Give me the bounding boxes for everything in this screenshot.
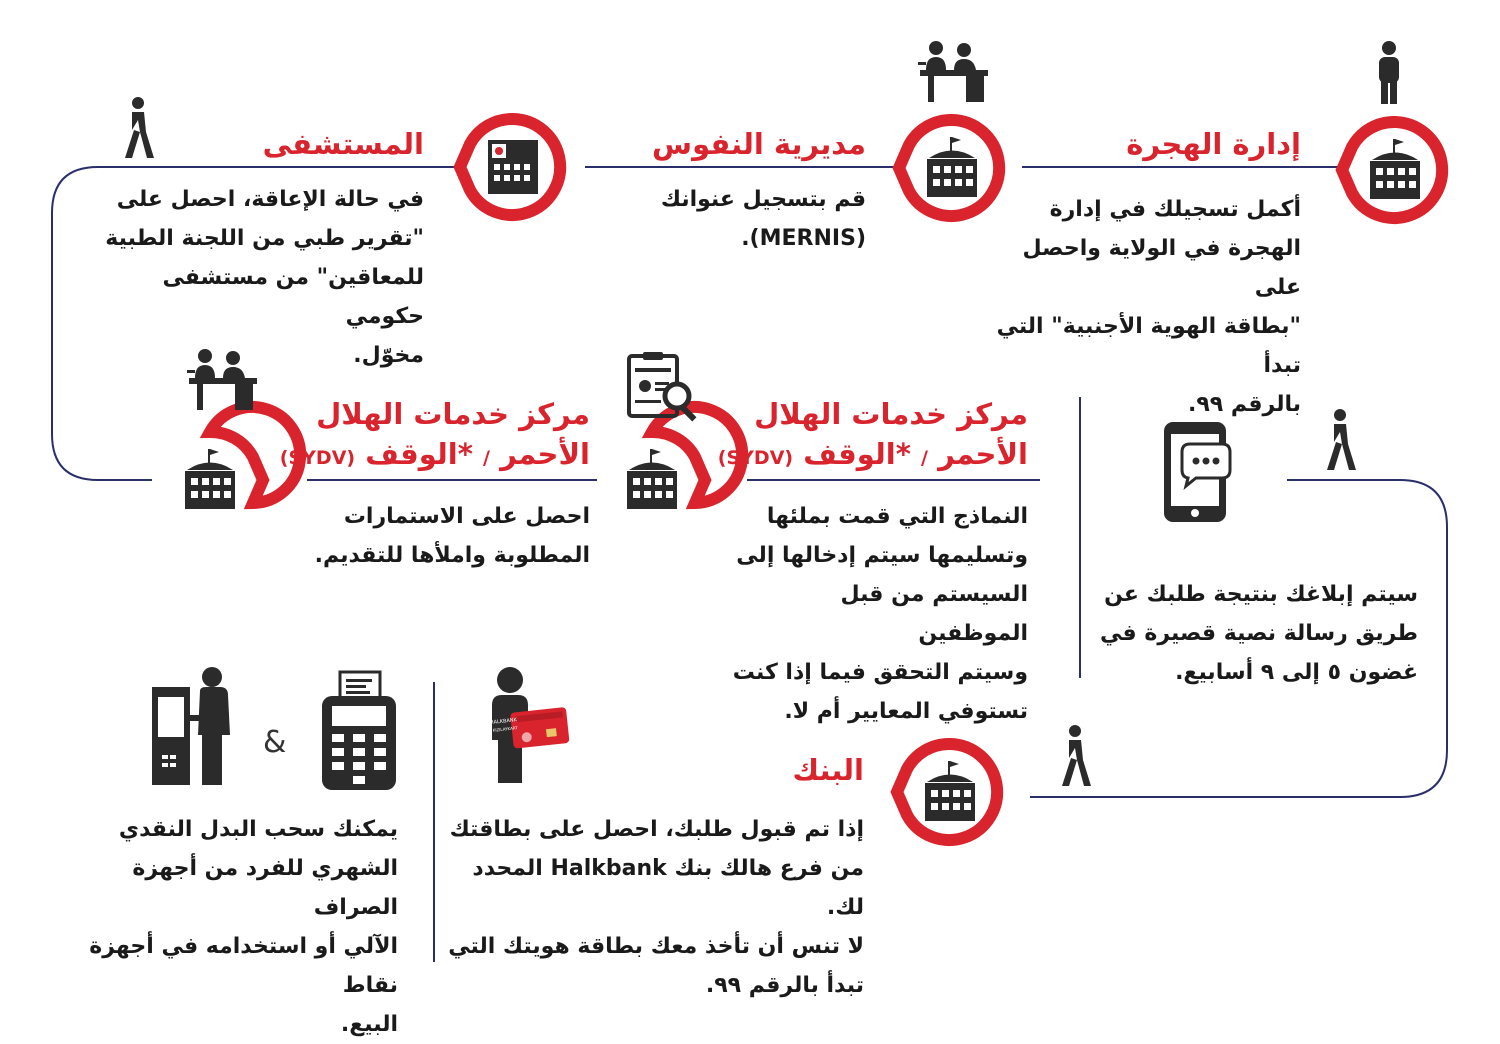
desc-line: مخوّل. — [353, 343, 424, 368]
redcrescent1-title-sep: / — [483, 447, 490, 469]
walking-person-icon — [1055, 724, 1093, 788]
desc-line: طريق رسالة نصية قصيرة في — [1100, 621, 1418, 646]
ampersand: & — [263, 725, 287, 760]
desc-line: للمعاقين" من مستشفى حكومي — [162, 265, 424, 329]
redcrescent1-title — [280, 394, 590, 478]
desc-line: إذا تم قبول طلبك، احصل على بطاقتك — [449, 817, 864, 842]
population-title: مديرية النفوس — [652, 127, 866, 161]
office-desk-icon — [187, 348, 259, 412]
desc-line: احصل على الاستمارات — [343, 504, 590, 529]
redcrescent2-title-waqf: *الوقف — [803, 437, 911, 471]
desc-line: وسيتم التحقق فيما إذا كنت — [732, 660, 1028, 685]
redcrescent2-title-ahmar: الأحمر — [938, 437, 1028, 471]
population-desc — [616, 180, 866, 258]
migration-desc — [971, 190, 1301, 424]
redcrescent2-title-sep: / — [921, 447, 928, 469]
office-desk-icon — [918, 40, 990, 104]
redcrescent2-circle — [597, 425, 707, 535]
redcrescent1-desc — [290, 497, 590, 575]
pos-terminal-icon — [318, 670, 400, 792]
desc-line: الشهري للفرد من أجهزة الصراف — [132, 856, 398, 920]
redcrescent1-title-line2 — [280, 434, 590, 478]
redcrescent1-circle — [155, 425, 265, 535]
hospital-icon — [488, 140, 538, 194]
desc-line: البيع. — [340, 1012, 398, 1037]
redcrescent2-desc — [728, 497, 1028, 731]
bank-desc — [444, 810, 864, 1005]
desc-line: "بطاقة الهوية الأجنبية" التي تبدأ — [996, 314, 1301, 378]
migration-circle — [1340, 115, 1450, 225]
desc-line: تستوفي المعايير أم لا. — [784, 699, 1028, 724]
atm-icon — [150, 665, 240, 787]
standing-person-icon — [1372, 40, 1406, 106]
desc-line: النماذج التي قمت بملئها — [766, 504, 1028, 529]
redcrescent2-title-line2 — [718, 434, 1028, 478]
redcrescent1-title-sydv: (SYDV) — [279, 447, 356, 469]
desc-line: السيستم من قبل الموظفين — [840, 582, 1028, 646]
redcrescent1-title-waqf: *الوقف — [365, 437, 473, 471]
redcrescent2-title-sydv: (SYDV) — [717, 447, 794, 469]
bank-title: البنك — [792, 753, 864, 787]
building-icon — [627, 449, 677, 509]
hospital-desc — [94, 180, 424, 375]
desc-line: "تقرير طبي من اللجنة الطبية — [105, 226, 424, 251]
hospital-circle — [458, 112, 568, 222]
desc-line: بالرقم ٩٩. — [1187, 392, 1301, 417]
desc-line: في حالة الإعاقة، احصل على — [116, 187, 424, 212]
redcrescent1-title-ahmar: الأحمر — [500, 437, 590, 471]
card-name: KIZILAYKART — [492, 725, 518, 733]
desc-line: تبدأ بالرقم ٩٩. — [705, 973, 864, 998]
desc-line: الآلي أو استخدامه في أجهزة نقاط — [89, 934, 398, 998]
desc-line: (MERNIS). — [741, 226, 866, 251]
desc-line: من فرع هالك بنك Halkbank المحدد لك. — [472, 856, 864, 920]
desc-line: وتسليمها سيتم إدخالها إلى — [736, 543, 1028, 568]
sms-desc — [1098, 575, 1418, 692]
smartphone-message-icon — [1160, 420, 1236, 526]
hospital-title: المستشفى — [262, 127, 424, 161]
card-bank-name: HALKBANK — [489, 717, 518, 727]
building-icon — [185, 449, 235, 509]
desc-line: الهجرة في الولاية واحصل على — [1022, 236, 1301, 300]
desc-line: يمكنك سحب البدل النقدي — [118, 817, 398, 842]
desc-line: المطلوبة واملأها للتقديم. — [314, 543, 590, 568]
walking-person-icon — [118, 96, 156, 160]
redcrescent2-title-line1: مركز خدمات الهلال — [754, 397, 1028, 431]
redcrescent1-title-line1: مركز خدمات الهلال — [316, 397, 590, 431]
desc-line: غضون ٥ إلى ٩ أسابيع. — [1175, 660, 1418, 685]
person-with-card-icon — [486, 665, 576, 787]
desc-line: قم بتسجيل عنوانك — [660, 187, 866, 212]
desc-line: سيتم إبلاغك بنتيجة طلبك عن — [1104, 582, 1418, 607]
document-search-icon — [625, 350, 703, 422]
desc-line: لا تنس أن تأخذ معك بطاقة هويتك التي — [448, 934, 864, 959]
walking-person-icon — [1320, 408, 1358, 472]
desc-line: أكمل تسجيلك في إدارة — [1049, 197, 1301, 222]
bank-circle — [895, 737, 1005, 847]
migration-title: إدارة الهجرة — [1126, 127, 1301, 161]
